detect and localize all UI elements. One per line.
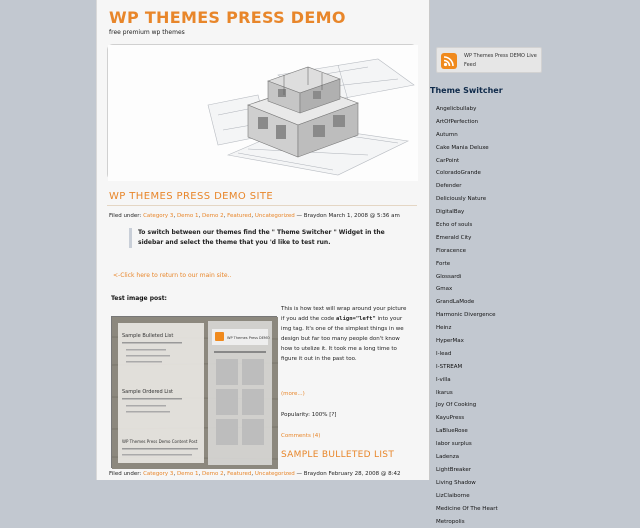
align-code: align="left" (336, 316, 376, 322)
theme-link[interactable]: LightBreaker (436, 464, 498, 477)
post-title[interactable]: SAMPLE BULLETED LIST (281, 450, 394, 460)
theme-link[interactable]: Cake Mania Deluxe (436, 142, 498, 155)
category-link[interactable]: Category 3 (143, 471, 173, 477)
category-link[interactable]: Uncategorized (255, 213, 295, 219)
wrap-text-intro: This is how text will wrap around your picture if you add the code (281, 306, 406, 322)
rss-feed-link[interactable] (436, 47, 542, 73)
screenshot-thumbnail (112, 317, 278, 469)
wrap-text (281, 304, 411, 364)
content-column (96, 0, 430, 480)
theme-link[interactable]: Living Shadow (436, 477, 498, 490)
theme-list (436, 103, 498, 528)
theme-link[interactable]: I-villa (436, 374, 498, 387)
theme-link[interactable]: Gmax (436, 283, 498, 296)
theme-link[interactable]: Floracence (436, 245, 498, 258)
theme-link[interactable]: ArtOfPerfection (436, 116, 498, 129)
theme-link[interactable]: Echo of souls (436, 219, 498, 232)
theme-link[interactable]: DigitalBay (436, 206, 498, 219)
theme-link[interactable]: ColoradoGrande (436, 167, 498, 180)
category-link[interactable]: Demo 1 (177, 471, 199, 477)
rss-icon (441, 53, 457, 69)
site-tagline: free premium wp themes (109, 29, 185, 36)
theme-link[interactable]: Metropolis (436, 516, 498, 528)
theme-link[interactable]: I-lead (436, 348, 498, 361)
theme-link[interactable]: CarPoint (436, 155, 498, 168)
theme-link[interactable]: Angelicbullaby (436, 103, 498, 116)
category-link[interactable]: Demo 1 (177, 213, 199, 219)
category-link[interactable]: Uncategorized (255, 471, 295, 477)
theme-link[interactable]: KayuPress (436, 412, 498, 425)
test-image[interactable] (111, 316, 277, 468)
category-link[interactable]: Category 3 (143, 213, 173, 219)
author-date: — Braydon March 1, 2008 @ 5:36 am (297, 213, 400, 219)
theme-link[interactable]: Medicine Of The Heart (436, 503, 498, 516)
theme-link[interactable]: HyperMax (436, 335, 498, 348)
main-site-link[interactable]: <-Click here to return to our main site.. (113, 272, 231, 279)
thumb-header-text: WP Themes Press DEMO (227, 336, 270, 340)
theme-link[interactable]: Harmonic Divergence (436, 309, 498, 322)
header-image (107, 44, 417, 180)
theme-switcher-heading: Theme Switcher (430, 86, 503, 95)
thumb-post-title: WP Themes Press Demo Content Post (122, 439, 198, 444)
theme-link[interactable]: Deliciously Nature (436, 193, 498, 206)
site-title[interactable]: WP THEMES PRESS DEMO (109, 8, 346, 27)
theme-link[interactable]: GrandLaMode (436, 296, 498, 309)
category-link[interactable]: Demo 2 (202, 213, 224, 219)
post-title-divider (107, 205, 417, 206)
rss-label: WP Themes Press DEMO Live Feed (464, 52, 542, 70)
theme-switch-notice: To switch between our themes find the " Theme Switcher " Widget in the sidebar and select the theme that you 'd like to test run. (129, 228, 407, 248)
house-blueprint-illustration (108, 45, 418, 181)
thumb-post-title: Sample Bulleted List (122, 333, 173, 339)
post-meta: Filed under: Category 3, Demo 1, Demo 2, Featured, Uncategorized — Braydon March 1, 2008 @ 5:36 am (109, 213, 400, 219)
theme-link[interactable]: Heinz (436, 322, 498, 335)
category-link[interactable]: Featured (227, 213, 251, 219)
popularity-text: Popularity: 100% [?] (281, 412, 336, 418)
more-link[interactable]: (more...) (281, 391, 305, 397)
theme-link[interactable]: LaBlueRose (436, 425, 498, 438)
category-link[interactable]: Featured (227, 471, 251, 477)
theme-link[interactable]: Forte (436, 258, 498, 271)
theme-link[interactable]: Joy Of Cooking (436, 399, 498, 412)
post-meta: Filed under: Category 3, Demo 1, Demo 2, Featured, Uncategorized — Braydon February 28, 2008 @ 8:42 (109, 471, 400, 477)
theme-link[interactable]: Glossardi (436, 271, 498, 284)
test-image-label: Test image post: (111, 295, 167, 302)
post-title[interactable]: WP THEMES PRESS DEMO SITE (109, 191, 273, 202)
author-date: — Braydon February 28, 2008 @ 8:42 (297, 471, 401, 477)
sidebar (430, 0, 640, 480)
meta-prefix: Filed under: (109, 213, 141, 219)
theme-link[interactable]: Emerald City (436, 232, 498, 245)
theme-link[interactable]: labor surplus (436, 438, 498, 451)
theme-link[interactable]: I-STREAM (436, 361, 498, 374)
meta-prefix: Filed under: (109, 471, 141, 477)
theme-link[interactable]: Autumn (436, 129, 498, 142)
theme-link[interactable]: Ladenza (436, 451, 498, 464)
thumb-post-title: Sample Ordered List (122, 389, 173, 395)
wrap-text-rest: into your img tag. It's one of the simplest things in we design but far too many people don't know how to utelize it. It took me a long time to figure it out in the past too. (281, 316, 404, 362)
comments-link[interactable]: Comments (4) (281, 433, 320, 439)
theme-link[interactable]: LizClaiborne (436, 490, 498, 503)
category-link[interactable]: Demo 2 (202, 471, 224, 477)
theme-link[interactable]: Ikarus (436, 387, 498, 400)
theme-link[interactable]: Defender (436, 180, 498, 193)
